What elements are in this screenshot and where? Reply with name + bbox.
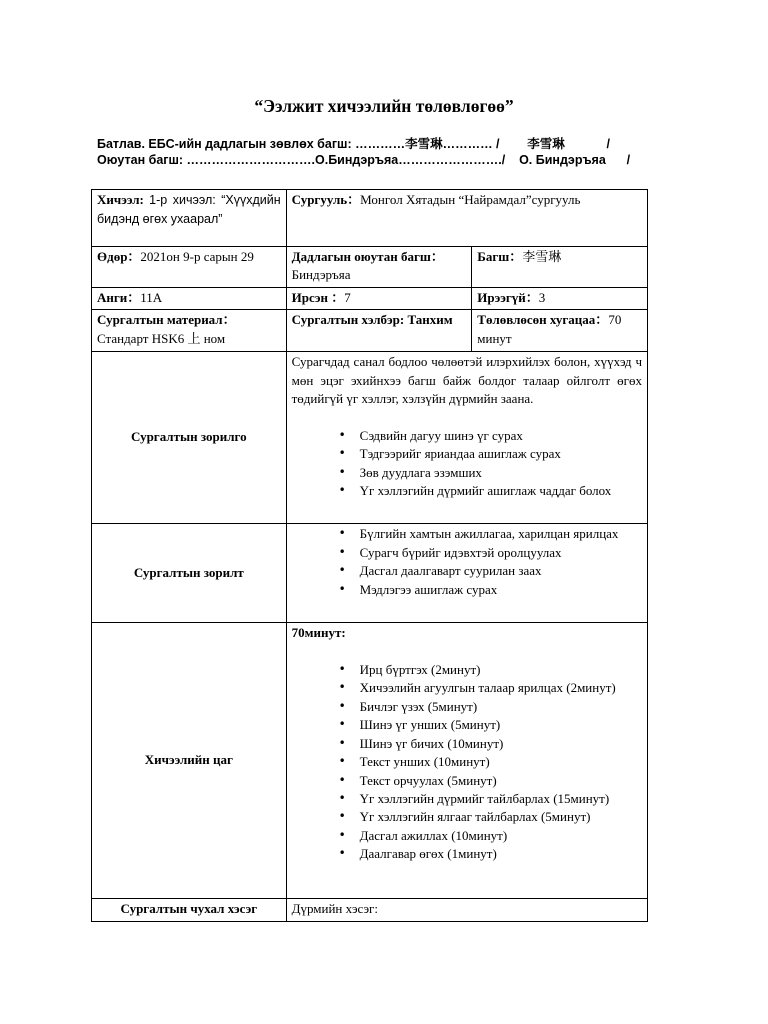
schedule-item: • Ирц бүртгэх (2минут) bbox=[360, 661, 642, 679]
school-cell bbox=[286, 190, 647, 247]
goal-label: Сургалтын зорилго bbox=[92, 352, 287, 524]
teacher-label: Багш： bbox=[477, 249, 523, 264]
absent-value: 3 bbox=[538, 289, 546, 305]
teacher-cell bbox=[472, 247, 648, 288]
page-title: “Ээлжит хичээлийн төлөвлөгөө” bbox=[254, 96, 514, 116]
present-value: 7 bbox=[344, 289, 351, 305]
lesson-value: 1-р хичээл: “Хүүхдийн бидэнд өгөх ухаарал” bbox=[97, 193, 281, 226]
objective-list bbox=[292, 525, 642, 599]
objective-item: • Сурагч бүрийг идэвхтэй оролцуулах bbox=[360, 544, 642, 562]
schedule-content bbox=[286, 623, 647, 899]
trainee-teacher-cell bbox=[286, 247, 472, 288]
goal-content bbox=[286, 352, 647, 524]
duration-cell bbox=[472, 310, 648, 352]
date-value: 2021он 9-р сарын 29 bbox=[140, 249, 254, 264]
objective-content bbox=[286, 524, 647, 623]
objective-item: • Мэдлэгээ ашиглаж сурах bbox=[360, 581, 642, 599]
date-label: Өдөр： bbox=[97, 249, 141, 264]
goal-item: • Зөв дуудлага эзэмших bbox=[360, 464, 642, 482]
form-label: Сургалтын хэлбэр: Танхим bbox=[291, 312, 453, 328]
schedule-list bbox=[292, 661, 642, 864]
class-label: Анги： bbox=[97, 289, 141, 305]
key-part-value: Дүрмийн хэсэг: bbox=[286, 899, 647, 921]
goal-item: • Үг хэллэгийн дүрмийг ашиглаж чаддаг болох bbox=[360, 482, 642, 500]
schedule-item: • Текст унших (10минут) bbox=[360, 753, 642, 771]
schedule-item: • Шинэ үг унших (5минут) bbox=[360, 716, 642, 734]
schedule-item: • Текст орчуулах (5минут) bbox=[360, 772, 642, 790]
material-label: Сургалтын материал： bbox=[97, 312, 236, 328]
class-cell bbox=[92, 287, 287, 309]
school-label: Сургууль： bbox=[291, 192, 361, 207]
lesson-plan-table bbox=[91, 189, 648, 922]
goal-item: • Тэдгээрийг яриандаа ашиглаж сурах bbox=[360, 445, 642, 463]
schedule-item: • Даалгавар өгөх (1минут) bbox=[360, 845, 642, 863]
trainee-teacher-label: Дадлагын оюутан багш： bbox=[291, 249, 444, 264]
material-value: Стандарт HSK6 上 ном bbox=[97, 330, 226, 346]
school-value: Монгол Хятадын “Найрамдал”сургууль bbox=[360, 192, 581, 207]
goal-item: • Сэдвийн дагуу шинэ үг сурах bbox=[360, 427, 642, 445]
objective-label: Сургалтын зорилт bbox=[92, 524, 287, 623]
student-teacher-line: Оюутан багш: ………………………….О.Биндэръяа……………………./ О. Биндэръяа / bbox=[97, 153, 631, 167]
schedule-item: • Хичээлийн агуулгын талаар ярилцах (2минут) bbox=[360, 679, 642, 697]
present-cell bbox=[286, 287, 472, 309]
schedule-item: • Дасгал ажиллах (10минут) bbox=[360, 827, 642, 845]
trainee-teacher-value: Биндэръяа bbox=[291, 267, 351, 283]
key-part-label: Сургалтын чухал хэсэг bbox=[92, 899, 287, 921]
lesson-cell bbox=[92, 190, 287, 247]
schedule-item: • Шинэ үг бичих (10минут) bbox=[360, 735, 642, 753]
absent-cell bbox=[472, 287, 648, 309]
goal-intro: Сурагчдад санал бодлоо чөлөөтэй илэрхийлэх болон, хүүхэд ч мөн эцэг эхийнхээ багш байж болдог талаар ойлголт өгөх төдийгүй үг хэллэг, хэлзүйн дүрмийн заана. bbox=[291, 354, 642, 407]
objective-item: • Дасгал даалгаварт суурилан заах bbox=[360, 562, 642, 580]
schedule-label: Хичээлийн цаг bbox=[92, 623, 287, 899]
teacher-value: 李雪琳 bbox=[522, 249, 562, 264]
schedule-item: • Үг хэллэгийн дүрмийг тайлбарлах (15минут) bbox=[360, 790, 642, 808]
form-cell bbox=[286, 310, 472, 352]
material-cell bbox=[92, 310, 287, 352]
absent-label: Ирээгүй： bbox=[477, 289, 539, 305]
schedule-heading: 70минут: bbox=[291, 625, 346, 641]
present-label: Ирсэн ： bbox=[291, 289, 345, 305]
duration-label: Төлөвлөсөн хугацаа： bbox=[477, 312, 609, 328]
approval-line: Батлав. ЕБС-ийн дадлагын зөвлөх багш: …………李雪琳………… / 李雪琳 / bbox=[97, 137, 610, 151]
lesson-label: Хичээл: bbox=[97, 192, 144, 207]
schedule-item: • Бичлэг үзэх (5минут) bbox=[360, 698, 642, 716]
schedule-item: • Үг хэллэгийн ялгааг тайлбарлах (5минут) bbox=[360, 808, 642, 826]
class-value: 11А bbox=[140, 289, 163, 305]
objective-item: • Бүлгийн хамтын ажиллагаа, харилцан ярилцах bbox=[360, 525, 642, 543]
date-cell bbox=[92, 247, 287, 288]
goal-list bbox=[292, 427, 642, 501]
duration-value: 70 минут bbox=[477, 312, 622, 346]
